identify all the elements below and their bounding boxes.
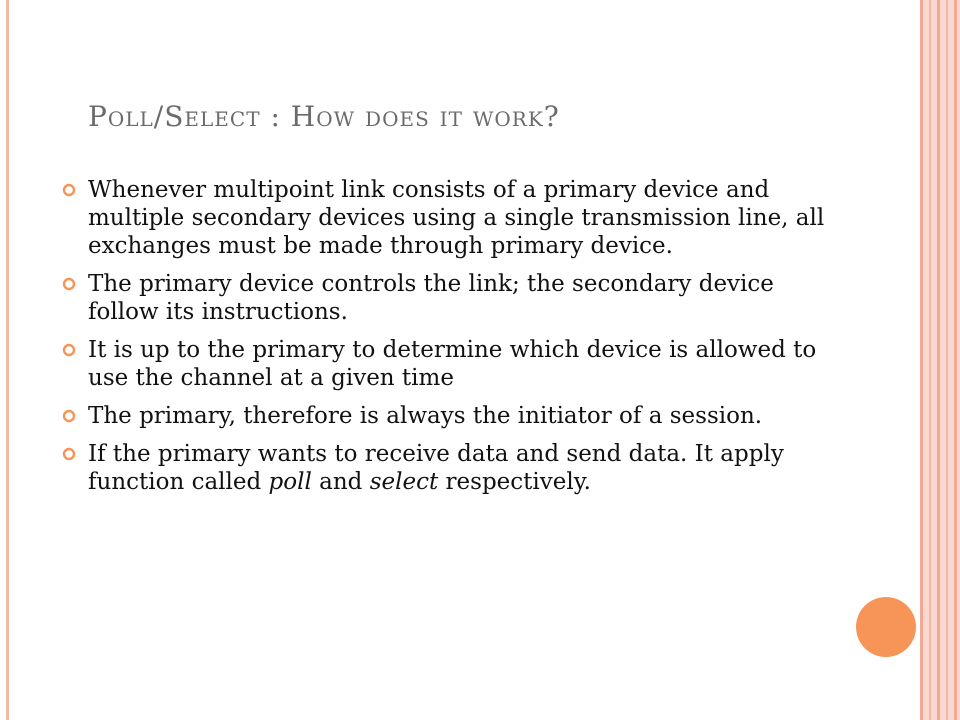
bullet-item bbox=[58, 176, 828, 260]
right-stripe bbox=[954, 0, 957, 720]
ring-bullet-icon bbox=[62, 183, 76, 197]
bullet-emphasis-select: select bbox=[369, 469, 439, 495]
ring-bullet-icon bbox=[62, 277, 76, 291]
bullet-item bbox=[58, 440, 828, 496]
ring-bullet-icon bbox=[62, 447, 76, 461]
bullet-text: The primary device controls the link; the secondary device follow its instructions. bbox=[88, 271, 774, 325]
bullet-list bbox=[58, 176, 828, 506]
ring-bullet-icon bbox=[62, 409, 76, 423]
bullet-item bbox=[58, 402, 828, 430]
right-stripe bbox=[946, 0, 948, 720]
bullet-item bbox=[58, 336, 828, 392]
bullet-text: The primary, therefore is always the initiator of a session. bbox=[88, 403, 763, 429]
slide-title: Poll/Select : How does it work? bbox=[88, 100, 560, 133]
right-stripe bbox=[937, 0, 940, 720]
decorative-circle bbox=[856, 597, 916, 657]
ring-bullet-icon bbox=[62, 343, 76, 357]
right-stripe bbox=[920, 0, 923, 720]
left-border-line bbox=[6, 0, 9, 720]
bullet-text-part: respectively. bbox=[438, 469, 591, 495]
bullet-text-part: If the primary wants to receive data and send data. It apply function called bbox=[88, 441, 784, 495]
bullet-item bbox=[58, 270, 828, 326]
right-stripe bbox=[929, 0, 931, 720]
bullet-emphasis-poll: poll bbox=[268, 469, 312, 495]
bullet-text: It is up to the primary to determine which device is allowed to use the channel at a given time bbox=[88, 337, 817, 391]
bullet-text-part: and bbox=[311, 469, 370, 495]
bullet-text: Whenever multipoint link consists of a primary device and multiple secondary devices using a single transmission line, all exchanges must be made through primary device. bbox=[88, 177, 825, 259]
